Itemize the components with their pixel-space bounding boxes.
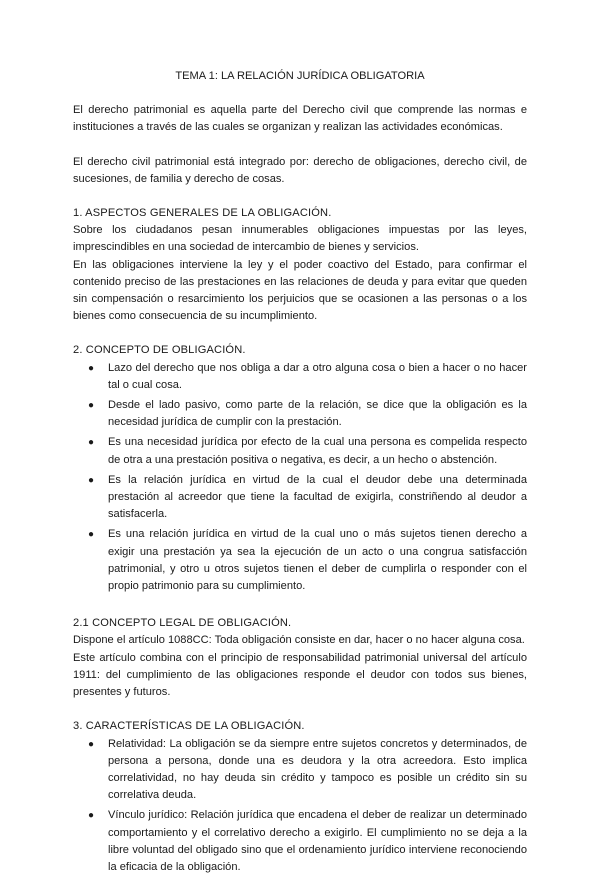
bullet-icon: ● (88, 810, 95, 822)
section-2-1-paragraph-2: Este artículo combina con el principio de responsabilidad patrimonial universal del artículo 1911: del cumplimiento de las obligaciones responde el deudor con todos sus bienes, presentes y futuros. (73, 651, 527, 699)
list-item (73, 360, 527, 394)
bullet-icon: ● (88, 529, 95, 541)
section-2-1-paragraph-1: Dispone el artículo 1088CC: Toda obligación consiste en dar, hacer o no hacer alguna cosa. (73, 634, 525, 647)
bullet-icon: ● (88, 362, 95, 374)
section-1-heading: 1. ASPECTOS GENERALES DE LA OBLIGACIÓN. (73, 207, 332, 220)
section-1-paragraph-1: Sobre los ciudadanos pesan innumerables obligaciones impuestas por las leyes, imprescindibles en una sociedad de intercambio de bienes y servicios. (73, 224, 527, 254)
list-item (73, 397, 527, 431)
document-title: TEMA 1: LA RELACIÓN JURÍDICA OBLIGATORIA (175, 70, 425, 82)
list-item-text: Es la relación jurídica en virtud de la cual el deudor debe una determinada prestación al acreedor que tiene la facultad de exigirla, constriñendo al deudor a satisfacerla. (108, 473, 527, 521)
list-item (73, 526, 527, 595)
document-page (73, 68, 527, 879)
section-3-list (73, 736, 527, 877)
section-2-1-heading: 2.1 CONCEPTO LEGAL DE OBLIGACIÓN. (73, 617, 292, 630)
list-item (73, 736, 527, 805)
section-1-paragraph-2: En las obligaciones interviene la ley y el poder coactivo del Estado, para confirmar el contenido preciso de las prestaciones en las relaciones de deuda y para evitar que queden sin compensación o resarcimiento los perjuicios que se ocasionen a las personas o a los bienes como consecuencia de su incumplimiento. (73, 258, 527, 323)
bullet-icon: ● (88, 437, 95, 449)
section-2-heading: 2. CONCEPTO DE OBLIGACIÓN. (73, 344, 246, 357)
list-item-text: Desde el lado pasivo, como parte de la relación, se dice que la obligación es la necesidad jurídica de cumplir con la prestación. (108, 399, 527, 429)
section-3-heading: 3. CARACTERÍSTICAS DE LA OBLIGACIÓN. (73, 720, 305, 733)
bullet-icon: ● (88, 400, 95, 412)
list-item (73, 472, 527, 524)
bullet-icon: ● (88, 738, 95, 750)
list-item-text: Es una relación jurídica en virtud de la cual uno o más sujetos tienen derecho a exigir una prestación ya sea la ejecución de un acto o una congrua satisfacción patrimonial, y otro u otros sujetos tienen el deber de cumplirla o responder con el propio patrimonio para su cumplimiento. (108, 528, 527, 593)
list-item-text: Relatividad: La obligación se da siempre entre sujetos concretos y determinados, de persona a persona, donde una es deudora y la otra acreedora. Esto implica correlatividad, no hay deuda sin crédito y tampoco es posible un crédito sin su correlativa deuda. (108, 737, 527, 802)
list-item-text: Es una necesidad jurídica por efecto de la cual una persona es compelida respecto de otra a una prestación positiva o negativa, es decir, a un hecho o abstención. (108, 436, 527, 466)
list-item (73, 807, 527, 876)
list-item-text: Vínculo jurídico: Relación jurídica que encadena el deber de realizar un determinado comportamiento y el correlativo derecho a exigirlo. El cumplimiento no se deja a la libre voluntad del obligado sino que el ordenamiento jurídico interviene reconociendo la eficacia de la obligación. (108, 809, 527, 873)
list-item-text: Lazo del derecho que nos obliga a dar a otro alguna cosa o bien a hacer o no hacer tal o cual cosa. (108, 361, 527, 391)
list-item (73, 434, 527, 468)
bullet-icon: ● (88, 474, 95, 486)
section-2-list (73, 360, 527, 596)
intro-paragraph-2: El derecho civil patrimonial está integrado por: derecho de obligaciones, derecho civil, de sucesiones, de familia y derecho de cosas. (73, 155, 527, 185)
intro-paragraph-1: El derecho patrimonial es aquella parte del Derecho civil que comprende las normas e instituciones a través de las cuales se organizan y realizan las actividades económicas. (73, 104, 527, 134)
